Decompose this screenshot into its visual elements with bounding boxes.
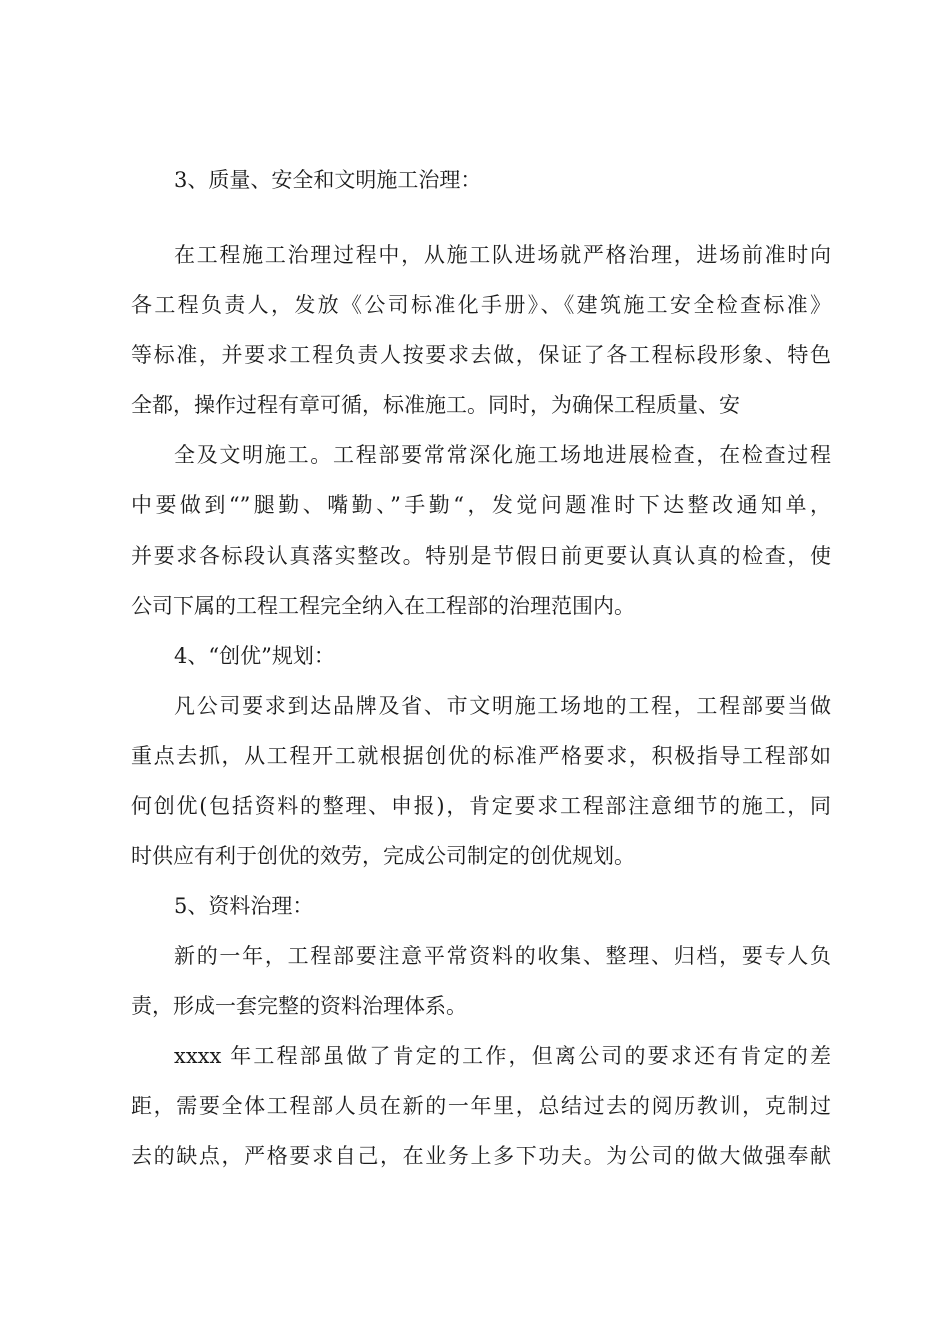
- text-line: 凡公司要求到达品牌及省、市文明施工场地的工程，工程部要当做: [174, 694, 831, 718]
- text-line: 时供应有利于创优的效劳，完成公司制定的创优规划。: [131, 844, 635, 868]
- text-line: 4、“创优”规划：: [174, 644, 335, 668]
- text-line: 距，需要全体工程部人员在新的一年里，总结过去的阅历教训，克制过: [131, 1094, 831, 1118]
- text-line: 中要做到“”腿勤、嘴勤、”手勤“，发觉问题准时下达整改通知单，: [131, 493, 831, 517]
- text-line: xxxx 年工程部虽做了肯定的工作，但离公司的要求还有肯定的差: [174, 1044, 831, 1068]
- text-line: 重点去抓，从工程开工就根据创优的标准严格要求，积极指导工程部如: [131, 744, 831, 768]
- text-line: 责，形成一套完整的资料治理体系。: [131, 994, 467, 1018]
- text-line: 全都，操作过程有章可循，标准施工。同时，为确保工程质量、安: [131, 393, 740, 417]
- text-line: 在工程施工治理过程中，从施工队进场就严格治理，进场前准时向: [174, 243, 831, 267]
- text-line: 去的缺点，严格要求自己，在业务上多下功夫。为公司的做大做强奉献: [131, 1144, 831, 1168]
- text-line: 各工程负责人，发放《公司标准化手册》、《建筑施工安全检查标准》: [131, 293, 831, 317]
- text-line: 新的一年，工程部要注意平常资料的收集、整理、归档，要专人负: [174, 944, 831, 968]
- text-line: 何创优(包括资料的整理、申报)，肯定要求工程部注意细节的施工，同: [131, 794, 831, 818]
- text-line: 全及文明施工。工程部要常常深化施工场地进展检查，在检查过程: [174, 443, 831, 467]
- text-line: 公司下属的工程工程完全纳入在工程部的治理范围内。: [131, 594, 635, 618]
- text-line: 3、质量、安全和文明施工治理：: [174, 168, 482, 192]
- text-line: 并要求各标段认真落实整改。特别是节假日前更要认真认真的检查，使: [131, 544, 831, 568]
- text-line: 等标准，并要求工程负责人按要求去做，保证了各工程标段形象、特色: [131, 343, 831, 367]
- text-line: 5、资料治理：: [174, 894, 314, 918]
